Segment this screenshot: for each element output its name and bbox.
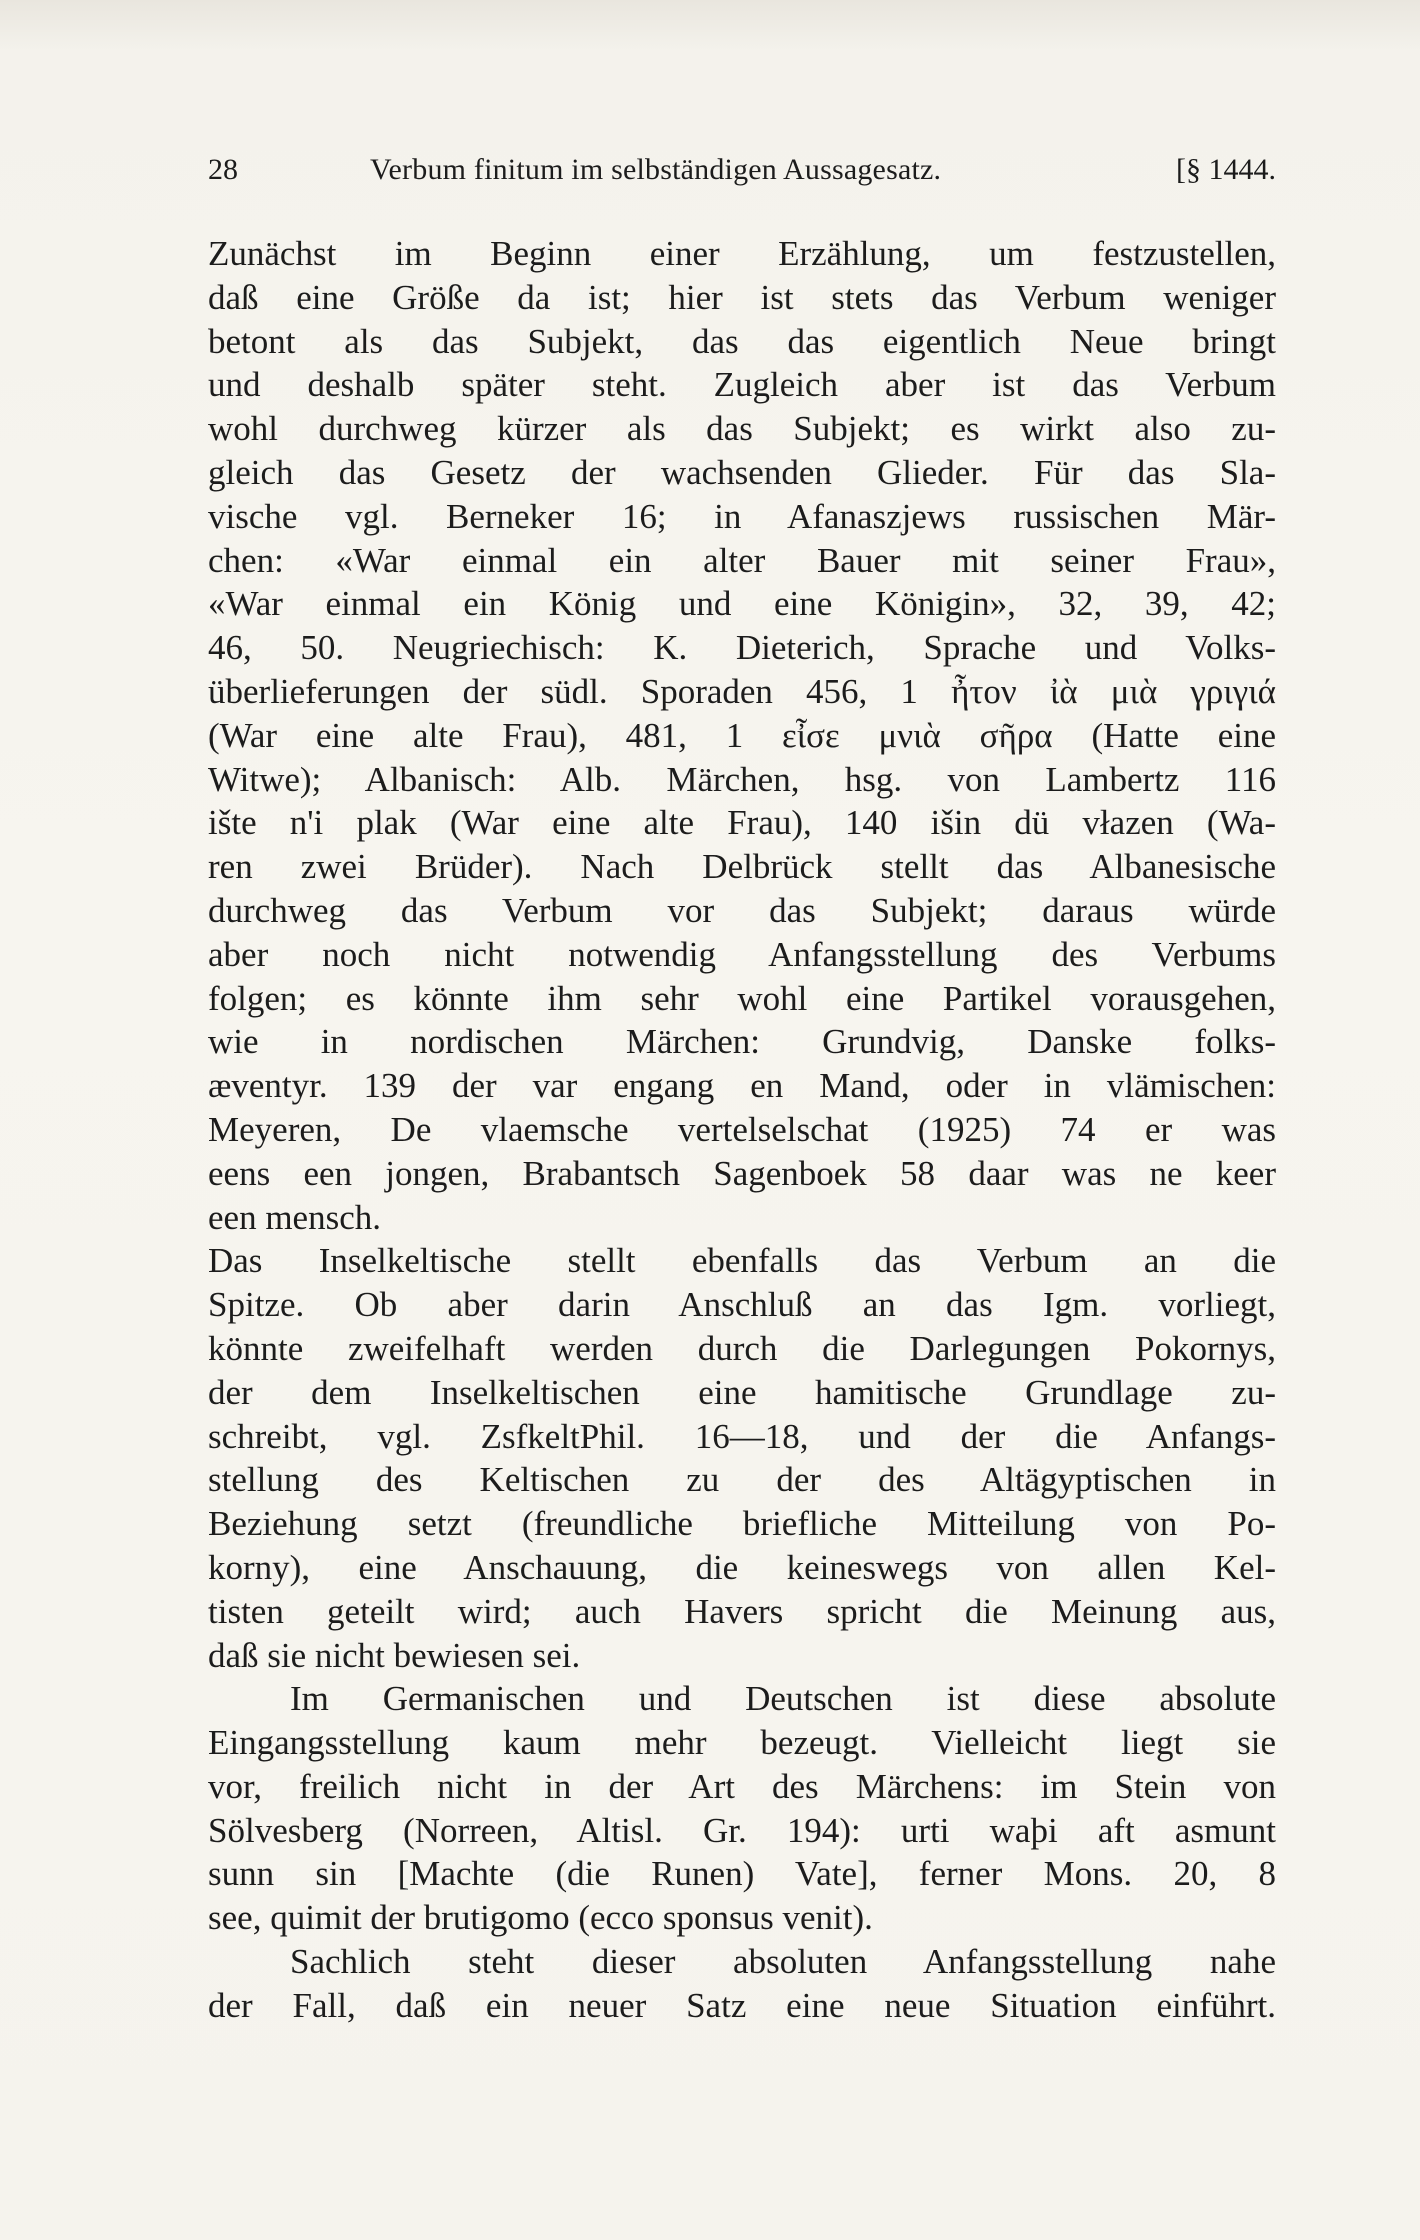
text-line: Eingangsstellung kaum mehr bezeugt. Vielleicht liegt sie (208, 1723, 1276, 1763)
text-line: der Fall, daß ein neuer Satz eine neue Situation einführt. (208, 1985, 1276, 2025)
text-line: gleich das Gesetz der wachsenden Glieder. Für das Sla- (208, 452, 1276, 492)
text-line: vor, freilich nicht in der Art des Märchens: im Stein von (208, 1766, 1276, 1806)
text-line: een mensch. (208, 1197, 381, 1237)
text-line: folgen; es könnte ihm sehr wohl eine Partikel vorausgehen, (208, 978, 1276, 1018)
text-line: Sachlich steht dieser absoluten Anfangsstellung nahe (290, 1942, 1276, 1982)
text-line: (War eine alte Frau), 481, 1 εἶσε μνιὰ σῆρα (Hatte eine (208, 715, 1276, 755)
section-reference: [§ 1444. (1176, 153, 1276, 186)
text-line: der dem Inselkeltischen eine hamitische Grundlage zu- (208, 1372, 1276, 1412)
text-line: Das Inselkeltische stellt ebenfalls das Verbum an die (208, 1241, 1276, 1281)
running-header (208, 148, 1276, 192)
text-line: Spitze. Ob aber darin Anschluß an das Igm. vorliegt, (208, 1285, 1276, 1325)
text-line: tisten geteilt wird; auch Havers spricht die Meinung aus, (208, 1591, 1276, 1631)
text-line: vische vgl. Berneker 16; in Afanaszjews russischen Mär- (208, 496, 1276, 536)
text-line: und deshalb später steht. Zugleich aber ist das Verbum (208, 365, 1276, 405)
text-line: chen: «War einmal ein alter Bauer mit seiner Frau», (208, 540, 1276, 580)
text-line: wie in nordischen Märchen: Grundvig, Danske folks- (208, 1022, 1276, 1062)
text-line: 46, 50. Neugriechisch: K. Dieterich, Sprache und Volks- (208, 628, 1276, 668)
text-line: stellung des Keltischen zu der des Altägyptischen in (208, 1460, 1276, 1500)
text-line: aber noch nicht notwendig Anfangsstellung des Verbums (208, 934, 1276, 974)
text-line: Sölvesberg (Norreen, Altisl. Gr. 194): urti waþi aft asmunt (208, 1810, 1276, 1850)
text-line: Witwe); Albanisch: Alb. Märchen, hsg. von Lambertz 116 (208, 759, 1276, 799)
body-text (208, 232, 1276, 2028)
text-line: sunn sin [Machte (die Runen) Vate], ferner Mons. 20, 8 (208, 1854, 1276, 1894)
text-line: schreibt, vgl. ZsfkeltPhil. 16—18, und der die Anfangs- (208, 1416, 1276, 1456)
text-line: könnte zweifelhaft werden durch die Darlegungen Pokornys, (208, 1328, 1276, 1368)
page-number: 28 (208, 153, 238, 186)
text-line: ren zwei Brüder). Nach Delbrück stellt das Albanesische (208, 847, 1276, 887)
text-line: daß eine Größe da ist; hier ist stets das Verbum weniger (208, 277, 1276, 317)
text-line: Meyeren, De vlaemsche vertelselschat (1925) 74 er was (208, 1109, 1276, 1149)
text-line: daß sie nicht bewiesen sei. (208, 1635, 581, 1675)
page-top-shadow (0, 0, 1420, 52)
text-line: Im Germanischen und Deutschen ist diese absolute (290, 1679, 1276, 1719)
text-line: wohl durchweg kürzer als das Subjekt; es wirkt also zu- (208, 409, 1276, 449)
text-line: ište n'i plak (War eine alte Frau), 140 išin dü vłazen (Wa- (208, 803, 1276, 843)
text-line: betont als das Subjekt, das das eigentlich Neue bringt (208, 321, 1276, 361)
text-line: æventyr. 139 der var engang en Mand, oder in vlämischen: (208, 1066, 1276, 1106)
text-line: überlieferungen der südl. Sporaden 456, 1 ἦτον ἰὰ μιὰ γριγιά (208, 671, 1276, 711)
text-line: korny), eine Anschauung, die keineswegs von allen Kel- (208, 1547, 1276, 1587)
text-line: Zunächst im Beginn einer Erzählung, um festzustellen, (208, 234, 1276, 273)
text-line: see, quimit der brutigomo (ecco sponsus venit). (208, 1898, 873, 1938)
text-line: durchweg das Verbum vor das Subjekt; daraus würde (208, 890, 1276, 930)
text-line: Beziehung setzt (freundliche briefliche Mitteilung von Po- (208, 1504, 1276, 1544)
running-title: Verbum finitum im selbständigen Aussagesatz. (370, 153, 942, 186)
text-line: eens een jongen, Brabantsch Sagenboek 58 daar was ne keer (208, 1153, 1276, 1193)
text-line: «War einmal ein König und eine Königin», 32, 39, 42; (208, 584, 1276, 624)
